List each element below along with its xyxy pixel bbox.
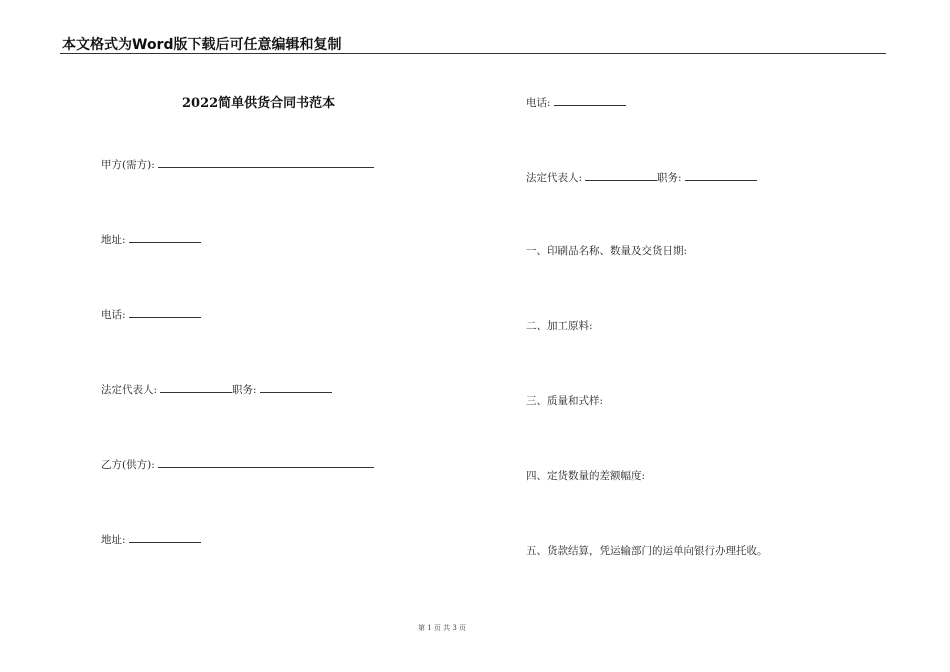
address-b-blank bbox=[129, 530, 201, 543]
party-b-blank bbox=[158, 455, 374, 468]
position-a-label: 职务: bbox=[232, 384, 257, 396]
address-a-label: 地址: bbox=[101, 234, 126, 246]
clause-1: 一、印刷品名称、数量及交货日期: bbox=[526, 245, 688, 257]
rep-a-blank bbox=[160, 380, 232, 393]
phone-a-label: 电话: bbox=[101, 309, 126, 321]
party-a-blank bbox=[158, 155, 374, 168]
page-footer: 第 1 页 共 3 页 bbox=[417, 624, 467, 632]
party-a-label: 甲方(需方): bbox=[101, 159, 155, 171]
phone-b-field bbox=[526, 93, 626, 110]
rep-a-label: 法定代表人: bbox=[101, 384, 158, 396]
document-header: 本文格式为Word版下载后可任意编辑和复制 bbox=[62, 37, 342, 53]
clause-5: 五、货款结算，凭运输部门的运单向银行办理托收。 bbox=[526, 545, 768, 557]
party-a-field bbox=[101, 155, 374, 172]
party-b-field bbox=[101, 455, 374, 472]
clause-3: 三、质量和式样: bbox=[526, 395, 604, 407]
phone-b-blank bbox=[554, 93, 626, 106]
clause-2: 二、加工原料: bbox=[526, 320, 593, 332]
rep-b-field bbox=[526, 168, 757, 185]
phone-a-field bbox=[101, 305, 201, 322]
document-title: 2022简单供货合同书范本 bbox=[182, 96, 336, 111]
address-b-label: 地址: bbox=[101, 534, 126, 546]
phone-b-label: 电话: bbox=[526, 97, 551, 109]
position-b-blank bbox=[685, 168, 757, 181]
position-a-blank bbox=[260, 380, 332, 393]
phone-a-blank bbox=[129, 305, 201, 318]
address-a-field bbox=[101, 230, 201, 247]
header-divider bbox=[60, 53, 886, 54]
rep-b-label: 法定代表人: bbox=[526, 172, 583, 184]
rep-b-blank bbox=[585, 168, 657, 181]
address-a-blank bbox=[129, 230, 201, 243]
rep-a-field bbox=[101, 380, 332, 397]
clause-4: 四、定货数量的差额幅度: bbox=[526, 470, 646, 482]
address-b-field bbox=[101, 530, 201, 547]
position-b-label: 职务: bbox=[657, 172, 682, 184]
party-b-label: 乙方(供方): bbox=[101, 459, 155, 471]
